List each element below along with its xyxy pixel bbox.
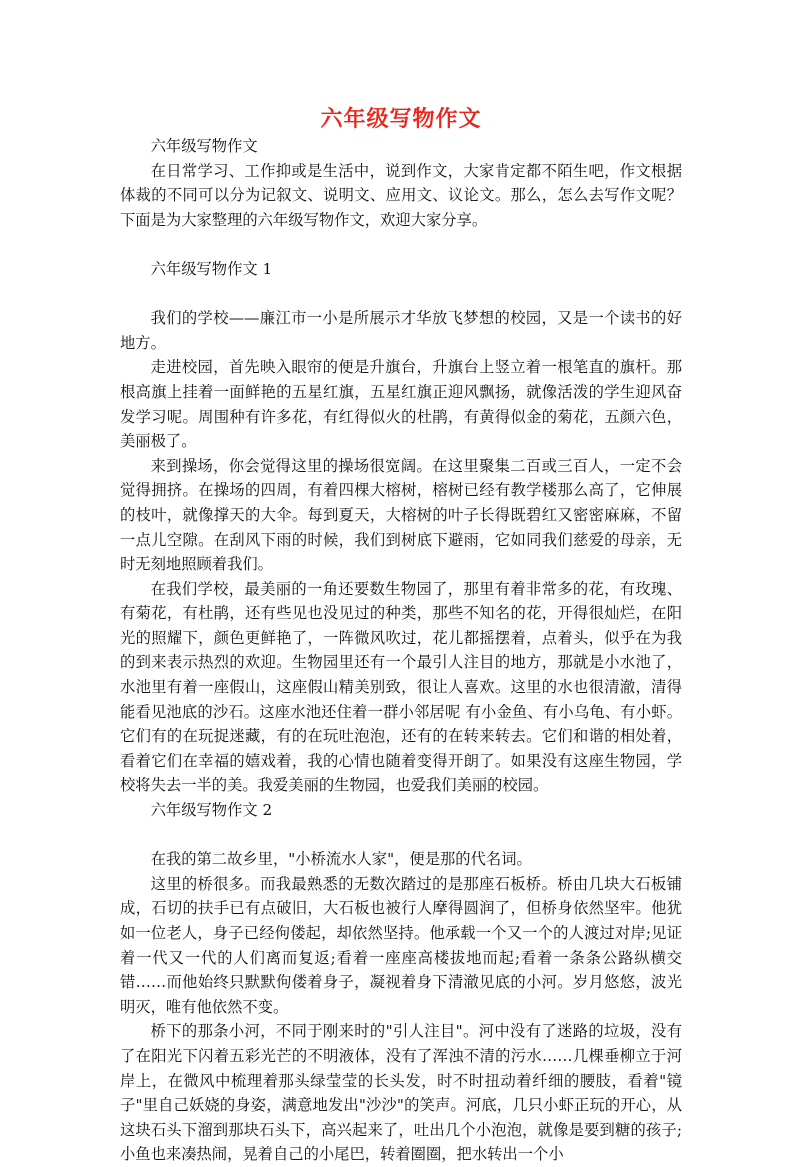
intro-heading: 六年级写物作文 (150, 137, 258, 155)
essay-1-heading: 六年级写物作文 1 (150, 259, 273, 278)
spacer (120, 823, 682, 848)
intro-paragraph: 在日常学习、工作抑或是生活中，说到作文，大家肯定都不陌生吧，作文根据体裁的不同可以分为记叙文、说明文、应用文、议论文。那么，怎么去写作文呢？下面是为大家整理的六年级写物作文，欢迎大家分享。 (120, 161, 682, 229)
document-body (120, 134, 682, 1167)
essay-2-paragraph: 这里的桥很多。而我最熟悉的无数次踏过的是那座石板桥。桥由几块大石板铺成，石切的扶手已有点破旧，大石板也被行人摩得圆润了，但桥身依然坚牢。他犹如一位老人，身子已经佝偻起，却依然坚持。他承载一个又一个的人渡过对岸;见证着一代又一代的人们离而复返;看着一座座高楼拔地而起;看着一条条公路纵横交错……而他始终只默默佝偻着身子，凝视着身下清澈见底的小河。岁月悠悠，波光明灭，唯有他依然不变。 (120, 874, 682, 1016)
essay-1-paragraph: 走进校园，首先映入眼帘的便是升旗台，升旗台上竖立着一根笔直的旗杆。那根高旗上挂着一面鲜艳的五星红旗，五星红旗正迎风飘扬，就像活泼的学生迎风奋发学习呢。周围种有许多花，有红得似火的杜鹃，有黄得似金的菊花，五颜六色，美丽极了。 (120, 358, 682, 451)
essay-1-paragraph: 来到操场，你会觉得这里的操场很宽阔。在这里聚集二百或三百人，一定不会觉得拥挤。在操场的四周，有着四棵大榕树，榕树已经有教学楼那么高了，它伸展的枝叶，就像撑天的大伞。每到夏天，大榕树的叶子长得既碧红又密密麻麻，不留一点儿空隙。在刮风下雨的时候，我们到树底下避雨，它如同我们慈爱的母亲，无时无刻地照顾着我们。 (120, 456, 682, 574)
essay-1-paragraph: 我们的学校——廉江市一小是所展示才华放飞梦想的校园，又是一个读书的好地方。 (120, 309, 682, 352)
essay-2-paragraph: 在我的第二故乡里，"小桥流水人家"，便是那的代名词。 (150, 850, 532, 869)
spacer (120, 282, 682, 307)
essay-2-heading: 六年级写物作文 2 (150, 801, 273, 820)
essay-1-paragraph: 在我们学校，最美丽的一角还要数生物园了，那里有着非常多的花，有玫瑰、有菊花，有杜鹃，还有些见也没见过的种类，那些不知名的花，开得很灿烂，在阳光的照耀下，颜色更鲜艳了，一阵微风吹过，花儿都摇摆着，点着头，似乎在为我的到来表示热烈的欢迎。生物园里还有一个最引人注目的地方，那就是小水池了，水池里有着一座假山，这座假山精美别致，很让人喜欢。这里的水也很清澈，清得能看见池底的沙石。这座水池还住着一群小邻居呢 有小金鱼、有小乌龟、有小虾。它们有的在玩捉迷藏，有的在玩吐泡泡，还有的在转来转去。它们和谐的相处着，看着它们在幸福的嬉戏着，我的心情也随着变得开朗了。如果没有这座生物园，学校将失去一半的美。我爱美丽的生物园，也爱我们美丽的校园。 (120, 579, 682, 795)
spacer (120, 232, 682, 257)
essay-2-paragraph: 桥下的那条小河，不同于刚来时的"引人注目"。河中没有了迷路的垃圾，没有了在阳光下闪着五彩光芒的不明液体，没有了浑浊不清的污水……几棵垂柳立于河岸上，在微风中梳理着那头绿莹莹的长头发，时不时扭动着纤细的腰肢，看着"镜子"里自己妖娆的身姿，满意地发出"沙沙"的笑声。河底，几只小虾正玩的开心，从这块石头下溜到那块石头下，高兴起来了，吐出几个小泡泡，就像是要到糖的孩子;小鱼也来凑热闹，晃着自己的小尾巴，转着圈圈，把水转出一个小 (120, 1022, 682, 1164)
document-title: 六年级写物作文 (320, 106, 482, 132)
